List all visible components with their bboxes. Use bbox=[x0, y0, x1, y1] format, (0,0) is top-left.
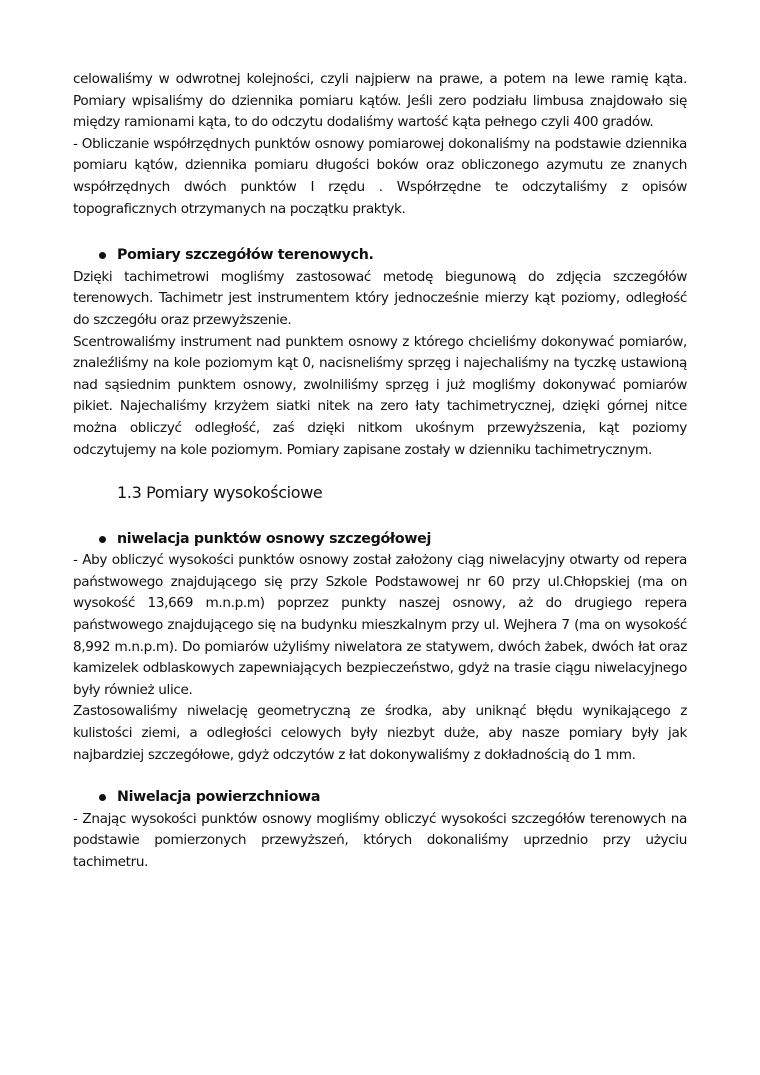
section-heading-text: Niwelacja powierzchniowa bbox=[117, 789, 321, 806]
document-page bbox=[73, 69, 687, 874]
control-leveling-paragraph-1: - Aby obliczyć wysokości punktów osnowy został założony ciąg niwelacyjny otwarty od repera państwowego znajdującego się przy Szkole Podstawowej nr 60 przy ul.Chłopskiej (ma on wysokość 13,669 m.n.p.m) poprzez punkty naszej osnowy, aż do drugiego repera państwowego znajdującego się na budynku mieszkalnym przy ul. Wejhera 7 (ma on wysokość 8,992 m.n.p.m). Do pomiarów użyliśmy niwelatora ze statywem, dwóch żabek, dwóch łat oraz kamizelek odblaskowych zapewniających bezpieczeństwo, gdyż na trasie ciągu niwelacyjnego były również ulice. bbox=[73, 552, 687, 698]
detail-survey-paragraph-1: Dzięki tachimetrowi mogliśmy zastosować metodę biegunową do zdjęcia szczegółów terenowych. Tachimetr jest instrumentem który jednocześnie mierzy kąt poziomy, odległość do szczegółu oraz przewyższenie. bbox=[73, 268, 687, 328]
area-leveling-paragraph: - Znając wysokości punktów osnowy mogliśmy obliczyć wysokości szczegółów terenowych na podstawie pomierzonych przewyższeń, których dokonaliśmy uprzednio przy użyciu tachimetru. bbox=[73, 810, 687, 870]
bullet-icon bbox=[99, 794, 106, 801]
coordinates-paragraph: - Obliczanie współrzędnych punktów osnowy pomiarowej dokonaliśmy na podstawie dziennika pomiaru kątów, dziennika pomiaru długości boków oraz obliczonego azymutu ze znanych współrzędnych dwóch punktów I rzędu . Współrzędne te odczytaliśmy z opisów topograficznych otrzymanych na początku praktyk. bbox=[73, 135, 687, 217]
bullet-icon bbox=[99, 536, 106, 543]
section-heading-control-leveling bbox=[73, 529, 687, 551]
intro-paragraph: celowaliśmy w odwrotnej kolejności, czyli najpierw na prawe, a potem na lewe ramię kąta. Pomiary wpisaliśmy do dziennika pomiaru kątów. Jeśli zero podziału limbusa znajdowało się między ramionami kąta, to do odczytu dodaliśmy wartość kąta pełnego czyli 400 gradów. bbox=[73, 71, 687, 131]
control-leveling-paragraph-2: Zastosowaliśmy niwelację geometryczną ze środka, aby uniknąć błędu wynikającego z kulistości ziemi, a odległości celowych były niezbyt duże, aby nasze pomiary były jak najbardziej szczegółowe, gdyż odczytów z łat dokonywaliśmy z dokładnością do 1 mm. bbox=[73, 703, 687, 763]
section-heading-area-leveling bbox=[73, 787, 687, 809]
detail-survey-paragraph-2: Scentrowaliśmy instrument nad punktem osnowy z którego chcieliśmy dokonywać pomiarów, znaleźliśmy na kole poziomym kąt 0, nacisneliśmy sprzęg i najechaliśmy na tyczkę ustawioną nad sąsiednim punktem osnowy, zwolniliśmy sprzęg i już mogliśmy dokonywać pomiarów pikiet. Najechaliśmy krzyżem siatki nitek na zero łaty tachimetrycznej, dzięki górnej nitce można obliczyć odległość, zaś dzięki nitkom ukośnym przewyższenia, kąt poziomy odczytujemy na kole poziomym. Pomiary zapisane zostały w dzienniku tachimetrycznym. bbox=[73, 333, 687, 458]
section-heading-text: niwelacja punktów osnowy szczegółowej bbox=[117, 530, 432, 547]
section-heading-detail-survey bbox=[73, 245, 687, 267]
chapter-heading: 1.3 Pomiary wysokościowe bbox=[117, 483, 323, 503]
section-heading-text: Pomiary szczegółów terenowych. bbox=[117, 247, 374, 264]
bullet-icon bbox=[99, 252, 106, 259]
